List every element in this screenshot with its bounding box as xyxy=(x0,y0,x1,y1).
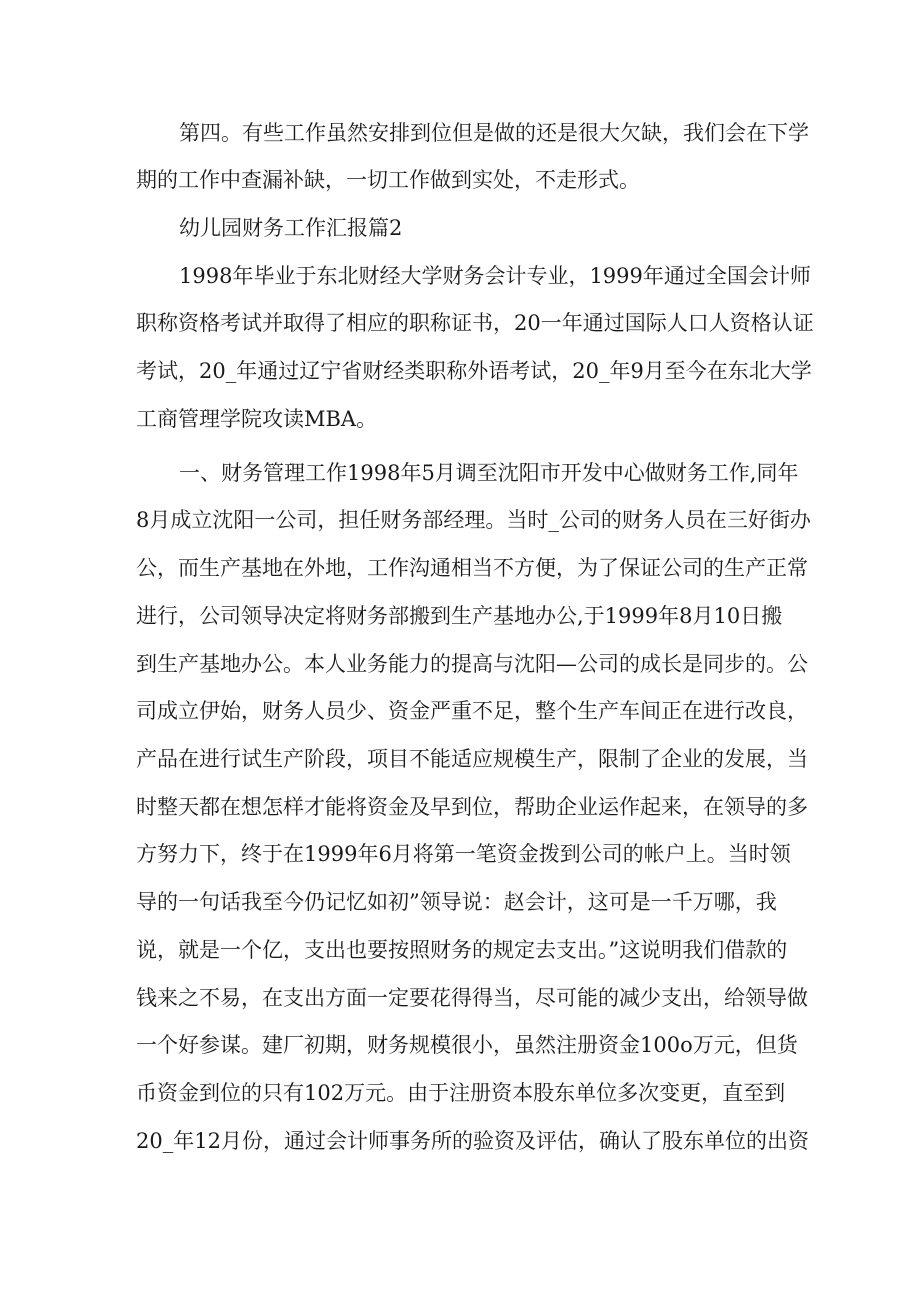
paragraph-line: 一、财务管理工作1998年5月调至沈阳市开发中心做财务工作,同年 xyxy=(179,461,799,485)
paragraph-line: 20_年12月份，通过会计师事务所的验资及评估，确认了股东单位的出资 xyxy=(136,1129,809,1153)
paragraph-line: 第四。有些工作虽然安排到位但是做的还是很大欠缺，我们会在下学 xyxy=(179,121,809,145)
paragraph-line: 进行，公司领导决定将财务部搬到生产基地办公,于1999年8月10日搬 xyxy=(136,604,783,628)
paragraph-line: 产品在进行试生产阶段，项目不能适应规模生产，限制了企业的发展，当 xyxy=(136,747,808,771)
paragraph-line: 考试，20_年通过辽宁省财经类职称外语考试，20_年9月至今在东北大学 xyxy=(136,359,812,383)
paragraph-line: 说，就是一个亿，支出也要按照财务的规定去支出。”这说明我们借款的 xyxy=(136,938,788,962)
paragraph-line: 导的一句话我至今仍记忆如初”领导说：赵会计，这可是一千万哪，我 xyxy=(136,890,777,914)
paragraph-line: 期的工作中查漏补缺，一切工作做到实处，不走形式。 xyxy=(136,168,640,192)
section-heading: 幼儿园财务工作汇报篇2 xyxy=(179,216,403,240)
paragraph-line: 职称资格考试并取得了相应的职称证书，20一年通过国际人口人资格认证 xyxy=(136,311,814,335)
paragraph-line: 8月成立沈阳一公司，担任财务部经理。当时_公司的财务人员在三好街办 xyxy=(136,508,811,532)
paragraph-line: 到生产基地办公。本人业务能力的提高与沈阳—公司的成长是同步的。公 xyxy=(136,652,808,676)
paragraph-line: 司成立伊始，财务人员少、资金严重不足，整个生产车间正在进行改良， xyxy=(136,699,808,723)
paragraph-line: 工商管理学院攻读MBA。 xyxy=(136,407,378,431)
paragraph-line: 一个好参谋。建厂初期，财务规模很小，虽然注册资金100o万元，但货 xyxy=(136,1033,798,1057)
paragraph-line: 币资金到位的只有102万元。由于注册资本股东单位多次变更，直至到 xyxy=(136,1081,786,1105)
paragraph-line: 1998年毕业于东北财经大学财务会计专业，1999年通过全国会计师 xyxy=(179,264,811,288)
paragraph-line: 方努力下，终于在1999年6月将第一笔资金拨到公司的帐户上。当时领 xyxy=(136,842,791,866)
paragraph-line: 时整天都在想怎样才能将资金及早到位，帮助企业运作起来，在领导的多 xyxy=(136,795,808,819)
paragraph-line: 公，而生产基地在外地，工作沟通相当不方便，为了保证公司的生产正常 xyxy=(136,556,808,580)
paragraph-line: 钱来之不易，在支出方面一定要花得得当，尽可能的减少支出，给领导做 xyxy=(136,986,808,1010)
